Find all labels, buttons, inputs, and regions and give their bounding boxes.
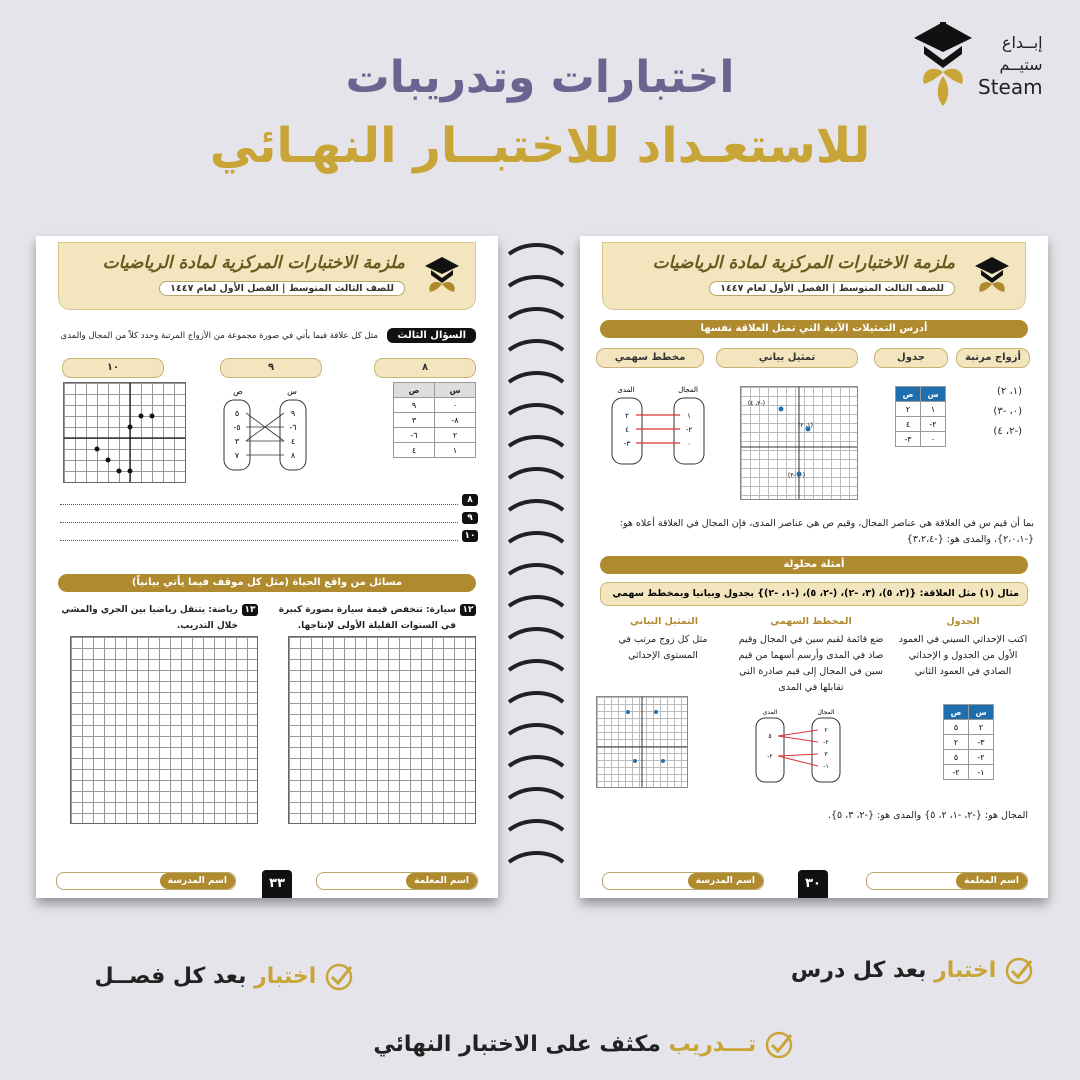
map-right-item: ٤ (625, 426, 629, 434)
mapping-diagram (218, 384, 318, 474)
cell: ١ (921, 402, 946, 417)
header-subtitle: للصف الثالث المتوسط | الفصل الأول لعام ١٤٤٧ (709, 281, 955, 296)
brand-ar: إبــداع (1001, 33, 1043, 52)
answer-line (60, 504, 458, 505)
feature-dark: بعد كل فصــل (94, 964, 255, 989)
cell: ٢- (921, 417, 946, 432)
map-left-item: ٢ (824, 727, 828, 734)
relation-table (895, 386, 946, 447)
feature-final-training (373, 1030, 794, 1060)
coordinate-grid (740, 386, 858, 500)
map-right-item: ٣ (234, 437, 240, 446)
map-left-item: ١ (687, 412, 691, 420)
school-field[interactable] (56, 872, 236, 890)
cell: ٥ (944, 720, 969, 735)
coordinate-grid (63, 382, 186, 483)
point-label: (١، ٢) (798, 422, 813, 429)
mapping-diagram (604, 382, 714, 472)
example-table (943, 704, 994, 780)
relation-table (393, 382, 476, 458)
feature-dark: بعد كل درس (790, 958, 935, 983)
header-logo-icon (419, 253, 465, 299)
feature-gold: اختبار (254, 964, 317, 989)
th-x: س (921, 387, 946, 402)
map-left-item: ١- (823, 763, 829, 770)
map-right-item: ٣- (623, 440, 631, 448)
example-grid (596, 696, 688, 788)
q12-text: سيارة: تنخفض قيمة سيارة بصورة كبيرة في السنوات القليلة الأولى لإنتاجها. (278, 605, 456, 631)
pill-graph: تمثيل بياني (716, 348, 858, 368)
map-left-item: ٢- (823, 739, 829, 746)
answer-line (60, 522, 458, 523)
map-right-item: ٢- (767, 753, 773, 760)
pill-pairs: أزواج مرتبة (956, 348, 1030, 368)
map-right-item: ٧ (234, 451, 240, 460)
school-label: اسم المدرسة (160, 873, 235, 889)
q12-number: ١٢ (460, 604, 476, 616)
map-head-x: س (287, 387, 297, 396)
header-logo-icon (969, 253, 1015, 299)
answer-line (60, 540, 458, 541)
cell: ٣ (394, 413, 435, 428)
map-left-item: ٣ (824, 751, 828, 758)
example-mapping (748, 706, 848, 786)
map-domain-label: المجال (817, 709, 835, 716)
check-icon (764, 1030, 794, 1060)
cell: ٢- (944, 765, 969, 780)
teacher-label: اسم المعلمة (956, 873, 1027, 889)
main-subtitle: للاستعـداد للاختبــار النهـائي (209, 118, 871, 174)
cell: ٢- (969, 750, 994, 765)
map-right-item: ٥ (234, 409, 240, 418)
feature-lesson-test (791, 956, 1034, 986)
cell: ٣- (896, 432, 921, 447)
domain-range-text: المجال هو: {-٢، -١، ٢، ٥} والمدى هو: {-٢، ٣، ٥}. (827, 810, 1028, 821)
teacher-field[interactable] (866, 872, 1028, 890)
school-label: اسم المدرسة (688, 873, 763, 889)
solved-bar: أمثلة محلولة (600, 556, 1028, 574)
page-number: ٣٠ (798, 870, 828, 898)
map-right-item: ٥- (233, 423, 241, 432)
map-left-item: ٠ (687, 440, 691, 448)
cell: ٢ (896, 402, 921, 417)
page-header (602, 242, 1026, 310)
label-8: ٨ (374, 358, 476, 378)
header-title: ملزمة الاختبارات المركزية لمادة الرياضيات (652, 253, 955, 273)
feature-chapter-test (94, 962, 354, 992)
col-map-title: المخطط السهمي (770, 616, 852, 627)
th-y: ص (944, 705, 969, 720)
map-right-item: ٥ (768, 733, 772, 740)
brand-ar2: ستيــم (999, 55, 1043, 74)
answer-num-9: ٩ (462, 512, 478, 524)
section-bar: أدرس التمثيلات الآتية التي تمثل العلاقة نفسها (600, 320, 1028, 338)
feature-gold: اختبار (934, 958, 997, 983)
cell: ١ (435, 443, 476, 458)
map-left-item: ٦- (289, 423, 297, 432)
th-y: ص (394, 383, 435, 398)
main-title: اختبارات وتدريبات (345, 52, 735, 103)
section-bar: مسائل من واقع الحياة (مثل كل موقف فيما يأتي بيانياً) (58, 574, 476, 592)
header-subtitle: للصف الثالث المتوسط | الفصل الأول لعام ١٤٤٧ (159, 281, 405, 296)
question-tag: السؤال الثالث (387, 328, 476, 343)
teacher-field[interactable] (316, 872, 478, 890)
cell: ٣- (969, 735, 994, 750)
label-10: ١٠ (62, 358, 164, 378)
map-range-label: المدى (617, 386, 635, 394)
page-number: ٣٣ (262, 870, 292, 898)
answer-num-10: ١٠ (462, 530, 478, 542)
col-table-text: اكتب الإحداثي السيني في العمود الأول من الجدول و الإحداثي الصادي في العمود الثاني (898, 634, 1028, 677)
cell: ٢ (435, 428, 476, 443)
check-icon (1004, 956, 1034, 986)
grid-points (64, 383, 185, 482)
answer-grid-12 (288, 636, 476, 824)
label-9: ٩ (220, 358, 322, 378)
th-x: س (435, 383, 476, 398)
cell: ٢ (969, 720, 994, 735)
map-head-y: ص (233, 387, 243, 396)
explanation: بما أن قيم س في العلاقة هي عناصر المجال، وقيم ص هي عناصر المدى، فإن المجال في العلاقة أعلاه هو: {-٢،٠،١}، والمدى هو: {-٣،٢،٤} (619, 518, 1034, 545)
cell: ٠ (435, 398, 476, 413)
map-left-item: ٤ (290, 437, 296, 446)
cell: ٩ (394, 398, 435, 413)
question-text: مثل كل علاقة فيما يأتي في صورة مجموعة من الأزواج المرتبة وحدد كلاً من المجال والمدى (60, 331, 378, 341)
map-left-item: ٩ (290, 409, 296, 418)
cell: ١- (969, 765, 994, 780)
pair: (-٢، ٤) (993, 426, 1022, 437)
th-y: ص (896, 387, 921, 402)
example-grid-points (597, 697, 687, 787)
pair: (٠، -٣) (993, 406, 1022, 417)
cell: ٨- (435, 413, 476, 428)
cell: ٤ (394, 443, 435, 458)
header-title: ملزمة الاختبارات المركزية لمادة الرياضيات (102, 253, 405, 273)
grid-points (741, 387, 857, 499)
map-left-item: ٢- (685, 426, 693, 434)
pair: (١، ٢) (997, 386, 1022, 397)
cell: ٥ (944, 750, 969, 765)
map-right-item: ٢ (625, 412, 629, 420)
answer-num-8: ٨ (462, 494, 478, 506)
cell: ٦- (394, 428, 435, 443)
map-range-label: المدى (762, 709, 778, 716)
teacher-label: اسم المعلمة (406, 873, 477, 889)
cell: ٠ (921, 432, 946, 447)
answer-grid-13 (70, 636, 258, 824)
check-icon (324, 962, 354, 992)
point-label: (٠، -٣) (787, 472, 805, 479)
point-label: (-٢، ٤) (747, 400, 765, 407)
cell: ٢ (944, 735, 969, 750)
right-page (580, 236, 1048, 898)
cell: ٤ (896, 417, 921, 432)
ordered-pairs (993, 382, 1022, 442)
pill-table: جدول (874, 348, 948, 368)
left-page (36, 236, 498, 898)
q13-number: ١٣ (242, 604, 258, 616)
th-x: س (969, 705, 994, 720)
page-header (58, 242, 476, 310)
feature-dark: مكثف على الاختبار النهائي (373, 1032, 669, 1057)
spiral-binding (505, 240, 567, 890)
col-map-text: ضع قائمة لقيم سين في المجال وقيم صاد في المدى وأرسم أسهما من قيم سين في المجال إلى قيم صادرة التي تقابلها في المدى (738, 634, 884, 693)
pill-mapping: مخطط سهمي (596, 348, 704, 368)
feature-gold: تـــدريب (668, 1032, 757, 1057)
q13-text: رياضة: يتنقل رياضيا بين الجري والمشي خلال التدريب. (61, 605, 238, 631)
example-bar: مثال (١) مثل العلاقة: {(٢، ٥)، (٣، -٢)، (-٢، ٥)، (-١، -٢)} بجدول وبيانيا وبمخطط سهمي (600, 582, 1028, 606)
col-graph-title: التمثيل البياني (630, 616, 698, 627)
col-graph-text: مثل كل زوج مرتب في المستوى الإحداثي (618, 634, 708, 661)
brand-en: Steam (978, 75, 1043, 99)
map-domain-label: المجال (678, 386, 698, 394)
map-left-item: ٨ (290, 451, 296, 460)
col-table-title: الجدول (946, 616, 980, 627)
school-field[interactable] (602, 872, 764, 890)
